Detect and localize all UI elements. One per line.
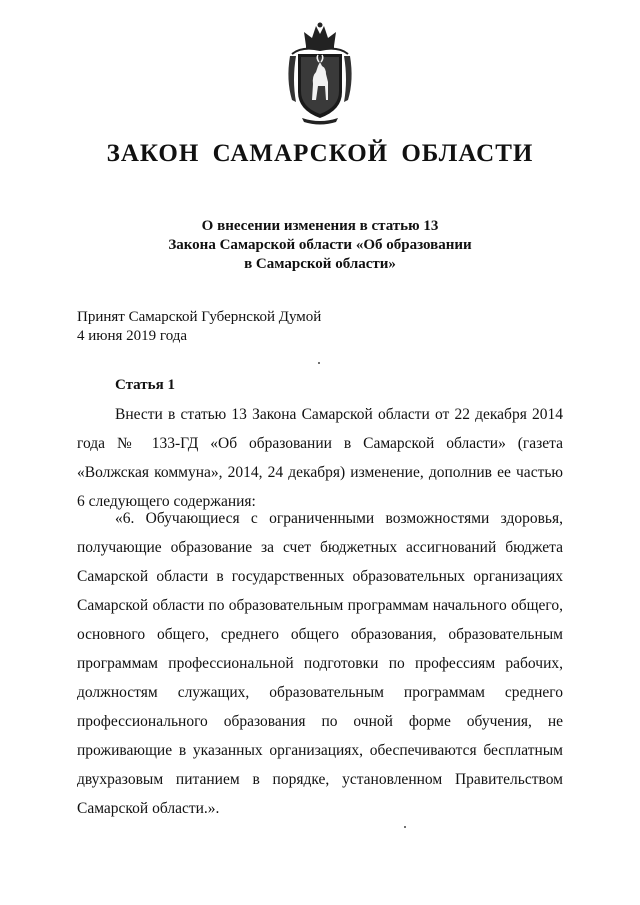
law-subject: [0, 217, 640, 274]
samara-coat-of-arms-icon: [282, 20, 358, 125]
adoption-note: [77, 308, 321, 346]
law-title: ЗАКОН САМАРСКОЙ ОБЛАСТИ: [106, 140, 534, 167]
adoption-body: Принят Самарской Губернской Думой: [77, 309, 322, 325]
subject-line-2: Закона Самарской области «Об образовании: [168, 237, 472, 253]
subject-line-1: О внесении изменения в статью 13: [201, 218, 439, 234]
scan-speck: [318, 362, 320, 364]
article-title: Статья 1: [115, 377, 175, 393]
article-paragraph-2: «6. Обучающиеся с ограниченными возможностями здоровья, получающие образование за счет бюджетных ассигнований бюджета Самарской области в государственных образовательных организациях Самарской области по образовательным программам начального общего, основного общего, среднего общего образования, образовательным программам профессиональной подготовки по профессиям рабочих, должностям служащих, образовательным программам среднего профессионального образования по очной форме обучения, не проживающие в указанных организациях, обеспечиваются бесплатным двухразовым питанием в порядке, установленном Правительством Самарской области.».: [77, 510, 563, 817]
scan-speck: [404, 826, 406, 828]
subject-line-3: в Самарской области»: [244, 256, 396, 272]
adoption-date: 4 июня 2019 года: [77, 328, 188, 344]
article-paragraph-1: Внести в статью 13 Закона Самарской области от 22 декабря 2014 года № 133-ГД «Об образовании в Самарской области» (газета «Волжская коммуна», 2014, 24 декабря) изменение, дополнив ее частью 6 следующего содержания:: [77, 406, 563, 510]
